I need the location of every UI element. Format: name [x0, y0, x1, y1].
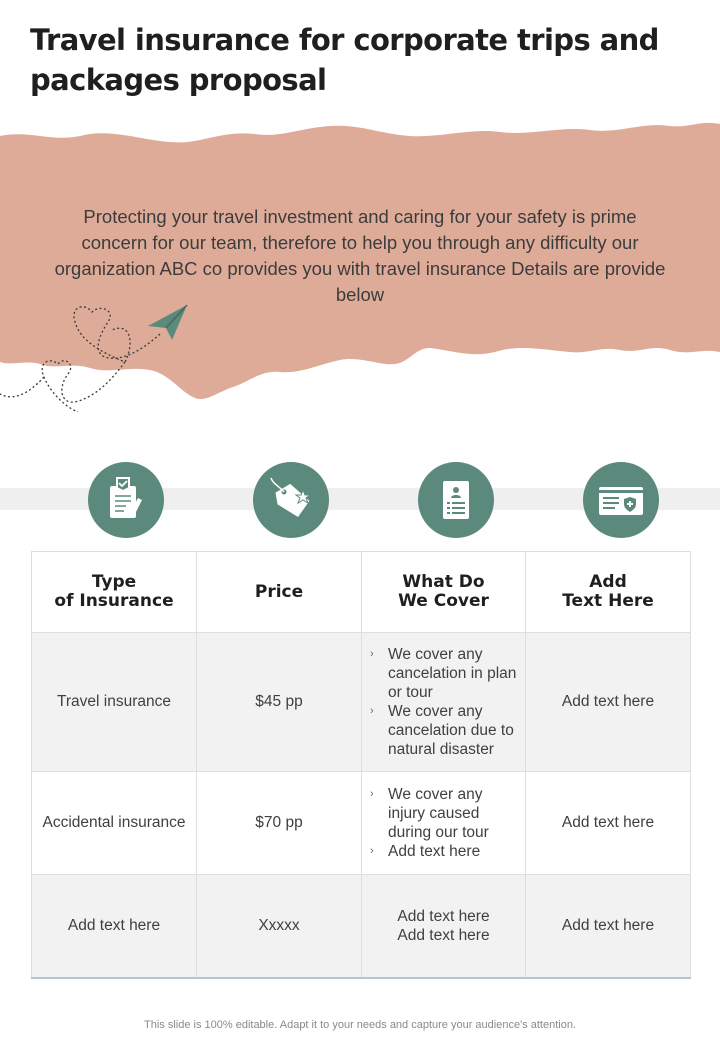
table-row — [32, 633, 691, 772]
table-row — [32, 875, 691, 978]
cell-type: Travel insurance — [32, 633, 197, 772]
id-card-icon — [583, 462, 659, 538]
cell-price: $45 pp — [197, 633, 362, 772]
intro-text: Protecting your travel investment and caring for your safety is prime concern for our team, therefore to help you through any difficulty our organization ABC co provides you with travel insurance Details are provide below — [54, 206, 666, 305]
cell-type: Add text here — [32, 875, 197, 978]
cell-extra: Add text here — [526, 772, 691, 875]
header-type: Type of Insurance — [32, 552, 197, 633]
table-row — [32, 772, 691, 875]
cell-extra: Add text here — [526, 875, 691, 978]
clipboard-icon — [88, 462, 164, 538]
cell-price: $70 pp — [197, 772, 362, 875]
cell-price: Xxxxx — [197, 875, 362, 978]
insurance-table — [31, 551, 691, 979]
chevron-right-icon: › — [370, 788, 374, 800]
cover-item: › We cover any cancelation in plan or tour — [370, 646, 517, 701]
chevron-right-icon: › — [370, 705, 374, 717]
footer-note: This slide is 100% editable. Adapt it to your needs and capture your audience's attention. — [144, 1019, 576, 1031]
id-document-icon — [418, 462, 494, 538]
header-price: Price — [197, 552, 362, 633]
cover-item: › Add text here — [370, 843, 481, 860]
cell-extra: Add text here — [526, 633, 691, 772]
header-cover: What Do We Cover — [362, 552, 526, 633]
page-title: Travel insurance for corporate trips and packages proposal — [30, 23, 659, 97]
cell-cover — [362, 772, 526, 875]
table-header-row — [32, 552, 691, 633]
cover-item: › We cover any cancelation due to natural disaster — [370, 703, 514, 758]
cell-cover: Add text here Add text here — [362, 875, 526, 978]
cover-item: › We cover any injury caused during our tour — [370, 786, 489, 841]
header-add-text: Add Text Here — [526, 552, 691, 633]
chevron-right-icon: › — [370, 648, 374, 660]
cell-cover — [362, 633, 526, 772]
cell-type: Accidental insurance — [32, 772, 197, 875]
chevron-right-icon: › — [370, 845, 374, 857]
price-tag-icon — [253, 462, 329, 538]
